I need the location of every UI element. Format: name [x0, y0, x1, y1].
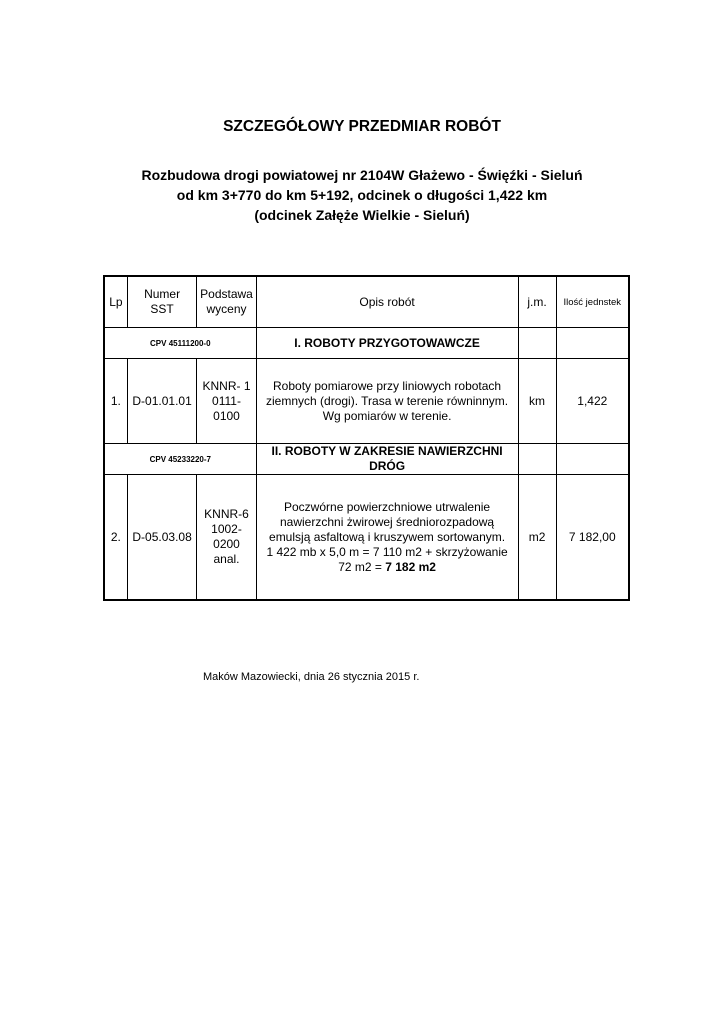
section-empty-ilosc: [556, 328, 629, 359]
header-numer-sst: [127, 276, 197, 328]
section-row: [104, 444, 629, 475]
row-ilosc: 1,422: [556, 359, 629, 444]
header-podstawa-line1: Podstawa: [200, 287, 253, 301]
row-opis-line2: ziemnych (drogi). Trasa w terenie równinnym.: [266, 393, 509, 408]
section-cpv: CPV 45233220-7: [104, 444, 256, 475]
header-podstawa-line2: wyceny: [206, 302, 247, 316]
row-opis-line3: emulsją asfaltową i kruszywem sortowanym.: [269, 529, 506, 544]
row-lp: 1.: [104, 359, 127, 444]
section-empty-jm: [518, 328, 556, 359]
header-numer-sst-line2: SST: [150, 302, 174, 316]
section-row: [104, 328, 629, 359]
header-numer-sst-line1: Numer: [144, 287, 181, 301]
row-jm: km: [518, 359, 556, 444]
section-name-line1: II. ROBOTY W ZAKRESIE NAWIERZCHNI: [271, 444, 503, 458]
document-title: SZCZEGÓŁOWY PRZEDMIAR ROBÓT: [223, 118, 501, 135]
row-podstawa: [197, 475, 256, 601]
row-podstawa-line1: KNNR- 1: [202, 378, 251, 393]
section-empty-ilosc: [556, 444, 629, 475]
section-empty-jm: [518, 444, 556, 475]
footer-place-date: Maków Mazowiecki, dnia 26 stycznia 2015 r.: [203, 671, 420, 683]
header-podstawa: [197, 276, 256, 328]
row-ilosc: 7 182,00: [556, 475, 629, 601]
row-opis-line3: Wg pomiarów w terenie.: [322, 408, 452, 423]
row-podstawa-line3: anal.: [213, 552, 240, 566]
table-row: [104, 475, 629, 601]
row-opis-line2: nawierzchni żwirowej średniorozpadową: [280, 514, 495, 529]
row-podstawa-line1: KNNR-6: [204, 507, 249, 521]
section-name: [256, 444, 518, 475]
subtitle-line-3: (odcinek Załęże Wielkie - Sieluń): [254, 207, 470, 223]
subtitle-line-1: Rozbudowa drogi powiatowej nr 2104W Głażewo - Święźki - Sieluń: [141, 167, 583, 183]
row-opis: [256, 359, 518, 444]
row-opis-line1: Poczwórne powierzchniowe utrwalenie: [284, 499, 491, 514]
row-opis-line5: 72 m2 =: [338, 559, 386, 574]
header-lp: Lp: [104, 276, 127, 328]
header-opis: Opis robót: [256, 276, 518, 328]
section-cpv: CPV 45111200-0: [104, 328, 256, 359]
row-opis-line4: 1 422 mb x 5,0 m = 7 110 m2 + skrzyżowanie: [266, 544, 508, 559]
row-podstawa-line2: 0111-0100: [212, 393, 241, 423]
row-podstawa: [197, 359, 256, 444]
row-opis-line1: Roboty pomiarowe przy liniowych robotach: [273, 378, 502, 393]
row-lp: 2.: [104, 475, 127, 601]
row-opis-total: 7 182 m2: [385, 559, 436, 574]
row-sst: D-01.01.01: [127, 359, 197, 444]
section-name: I. ROBOTY PRZYGOTOWAWCZE: [256, 328, 518, 359]
row-podstawa-line2: 1002-0200: [211, 522, 242, 551]
subtitle-line-2: od km 3+770 do km 5+192, odcinek o długości 1,422 km: [176, 187, 548, 203]
table-row: [104, 359, 629, 444]
section-name-line2: DRÓG: [369, 459, 406, 473]
table-header-row: [104, 276, 629, 328]
row-jm: m2: [518, 475, 556, 601]
przedmiar-table: [103, 275, 630, 601]
row-opis: [256, 475, 518, 601]
header-jm: j.m.: [518, 276, 556, 328]
header-ilosc: Ilość jednstek: [556, 276, 629, 328]
row-sst: D-05.03.08: [127, 475, 197, 601]
document-subtitle: [0, 165, 724, 225]
